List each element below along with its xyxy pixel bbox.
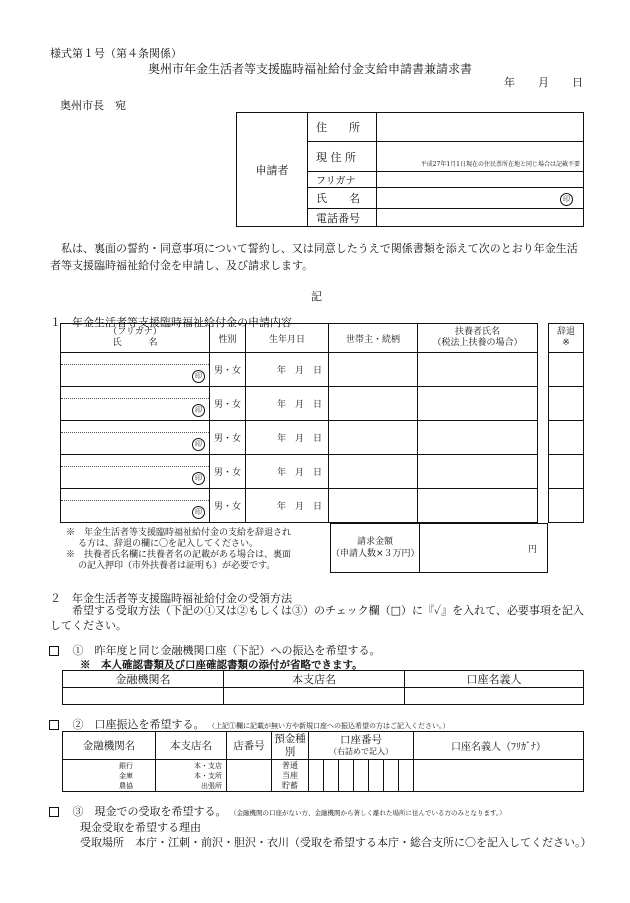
- phone-field[interactable]: [377, 209, 584, 227]
- note-decline-2: る方は、辞退の欄に〇を記入してください。: [78, 539, 259, 549]
- page-title: 奥州市年金生活者等支援臨時福祉給付金支給申請書兼請求書: [148, 62, 473, 76]
- birth-cell[interactable]: 年 月 日: [246, 455, 329, 489]
- seal-icon: 印: [192, 506, 205, 519]
- col-relation: 世帯主・続柄: [329, 324, 418, 353]
- applicant-row: [61, 421, 538, 455]
- sex-cell[interactable]: 男・女: [210, 387, 246, 421]
- supporter-cell[interactable]: [418, 455, 538, 489]
- branch-type-3: 出張所: [201, 781, 222, 790]
- sex-cell[interactable]: 男・女: [210, 353, 246, 387]
- ki-label: 記: [311, 290, 322, 303]
- account-digit[interactable]: [309, 760, 324, 792]
- account-digit[interactable]: [399, 760, 414, 792]
- addressee: 奥州市長 宛: [60, 99, 126, 112]
- applicant-table: [236, 112, 584, 227]
- opt1-bank-field[interactable]: [63, 688, 224, 705]
- applicant-name-cell[interactable]: [61, 421, 210, 455]
- birth-cell[interactable]: 年 月 日: [246, 387, 329, 421]
- option3-checkbox[interactable]: [49, 807, 59, 817]
- relation-cell[interactable]: [329, 421, 418, 455]
- relation-cell[interactable]: [329, 353, 418, 387]
- birth-cell[interactable]: 年 月 日: [246, 489, 329, 523]
- decline-cell[interactable]: [549, 455, 584, 489]
- decline-cell[interactable]: [549, 489, 584, 523]
- decline-cell[interactable]: [549, 421, 584, 455]
- opt2-bank-field[interactable]: [63, 760, 156, 792]
- applicant-name-cell[interactable]: [61, 387, 210, 421]
- branch-type-1: 本・支店: [194, 761, 222, 770]
- col-supporter-note: （税法上扶養の場合）: [432, 338, 523, 348]
- option2-checkbox[interactable]: [49, 720, 59, 730]
- section2-title: ２ 年金生活者等支援臨時福祉給付金の受領方法: [50, 592, 292, 605]
- decline-cell[interactable]: [549, 353, 584, 387]
- opt1-col-branch: 本支店名: [224, 671, 405, 688]
- address-field[interactable]: [377, 113, 584, 142]
- opt1-col-holder: 口座名義人: [405, 671, 584, 688]
- opt2-col-type: 預金種別: [272, 732, 309, 760]
- phone-label: 電話番号: [308, 209, 377, 227]
- applicant-row: [61, 387, 538, 421]
- col-birth: 生年月日: [246, 324, 329, 353]
- decline-cell[interactable]: [549, 387, 584, 421]
- opt2-col-holder: 口座名義人（ﾌﾘｶﾞﾅ）: [414, 732, 584, 760]
- option2-table: [62, 731, 584, 792]
- applicant-name-cell[interactable]: [61, 353, 210, 387]
- seal-icon: 印: [192, 370, 205, 383]
- col-decline-mark: ※: [562, 338, 570, 348]
- note-supporter-1: ※ 扶養者氏名欄に扶養者名の記載がある場合は、裏面: [66, 550, 292, 560]
- claim-table: [330, 523, 548, 573]
- col-sex: 性別: [210, 324, 246, 353]
- declaration-text: 私は、裏面の誓約・同意事項について誓約し、又は同意したうえで関係書類を添えて次のとおり年金生活者等支援臨時福祉給付金を申請し、及び請求します。: [50, 242, 578, 272]
- option2-label: ② 口座振込を希望する。: [72, 718, 205, 731]
- bank-type-kinko: 金庫: [119, 771, 133, 780]
- col-decline: 辞退: [556, 327, 575, 337]
- col-supporter: 扶養者氏名: [454, 327, 500, 337]
- claim-note: （申請人数×３万円）: [331, 549, 420, 559]
- note-supporter-2: の記入押印（市外扶養者は証明も）が必要です。: [78, 561, 276, 571]
- applicant-label: 申請者: [237, 113, 308, 227]
- applicants-table: [60, 323, 538, 523]
- option3-label: ③ 現金での受取を希望する。: [72, 805, 227, 818]
- furigana-label: フリガナ: [308, 172, 377, 188]
- opt2-col-bank: 金融機関名: [63, 732, 156, 760]
- option2-note: （上記①欄に記載が無い方や新規口座への振込希望の方はご記入ください。）: [208, 722, 450, 730]
- relation-cell[interactable]: [329, 387, 418, 421]
- supporter-cell[interactable]: [418, 387, 538, 421]
- relation-cell[interactable]: [329, 455, 418, 489]
- account-digit[interactable]: [324, 760, 339, 792]
- applicant-row: [61, 455, 538, 489]
- col-furigana: （フリガナ）: [108, 327, 162, 337]
- birth-cell[interactable]: 年 月 日: [246, 421, 329, 455]
- seal-icon: 印: [192, 404, 205, 417]
- opt1-branch-field[interactable]: [224, 688, 405, 705]
- col-name: 氏 名: [112, 338, 158, 348]
- opt1-holder-field[interactable]: [405, 688, 584, 705]
- current-address-label: 現 住 所: [308, 142, 377, 172]
- form-number: 様式第１号（第４条関係）: [50, 47, 182, 60]
- applicant-name-cell[interactable]: [61, 455, 210, 489]
- name-label: 氏 名: [308, 188, 377, 209]
- branch-type-2: 本・支所: [194, 771, 222, 780]
- deposit-type-futsu: 普通: [282, 760, 298, 770]
- claim-amount-field[interactable]: [420, 524, 548, 573]
- yen-label: 円: [527, 544, 537, 555]
- opt1-col-bank: 金融機関名: [63, 671, 224, 688]
- claim-label: 請求金額: [356, 537, 393, 547]
- opt2-store-field[interactable]: [227, 760, 272, 792]
- supporter-cell[interactable]: [418, 353, 538, 387]
- option3-note: （金融機関の口座がない方、金融機関から著しく離れた場所に住んでいる方のみとなります。）: [230, 809, 506, 817]
- date-month: 月: [538, 76, 549, 89]
- opt2-col-account-note: （右詰めで記入）: [329, 746, 393, 756]
- opt2-col-branch: 本支店名: [156, 732, 227, 760]
- seal-icon: 印: [560, 193, 573, 206]
- bank-type-bank: 銀行: [119, 761, 133, 770]
- option1-table: [62, 670, 584, 705]
- opt2-branch-field[interactable]: [156, 760, 227, 792]
- opt2-type-field[interactable]: [272, 760, 309, 792]
- account-digit[interactable]: [369, 760, 384, 792]
- deposit-type-chochiku: 貯蓄: [282, 780, 298, 790]
- date-day: 日: [572, 76, 583, 89]
- bank-type-nokyo: 農協: [119, 781, 133, 790]
- birth-cell[interactable]: 年 月 日: [246, 353, 329, 387]
- furigana-field[interactable]: [377, 172, 584, 188]
- option1-note: ※ 本人確認書類及び口座確認書類の添付が省略できます。: [80, 659, 363, 671]
- supporter-cell[interactable]: [418, 489, 538, 523]
- applicant-row: [61, 353, 538, 387]
- opt2-holder-field[interactable]: [414, 760, 584, 792]
- sex-cell[interactable]: 男・女: [210, 455, 246, 489]
- account-digit[interactable]: [384, 760, 399, 792]
- option3-reason: 現金受取を希望する理由: [80, 821, 201, 834]
- decline-table: [548, 323, 584, 523]
- supporter-cell[interactable]: [418, 421, 538, 455]
- seal-icon: 印: [192, 438, 205, 451]
- date-year: 年: [504, 76, 515, 89]
- opt2-col-account: 口座番号: [340, 733, 382, 746]
- relation-cell[interactable]: [329, 489, 418, 523]
- sex-cell[interactable]: 男・女: [210, 421, 246, 455]
- applicant-name-cell[interactable]: [61, 489, 210, 523]
- applicant-row: [61, 489, 538, 523]
- opt2-col-store: 店番号: [227, 732, 272, 760]
- seal-icon: 印: [192, 472, 205, 485]
- address-label: 住 所: [308, 113, 377, 142]
- sex-cell[interactable]: 男・女: [210, 489, 246, 523]
- section2-instruction: 希望する受取方法（下記の①又は②もしくは③）のチェック欄（□）に『✓』を入れて、必要事項を記入してください。: [50, 604, 584, 632]
- option1-checkbox[interactable]: [49, 646, 59, 656]
- current-address-note: 平成27年1月1日現在の住民票所在地と同じ場合は記載不要: [420, 161, 580, 168]
- account-digit[interactable]: [339, 760, 354, 792]
- option3-place: 受取場所 本庁・江刺・前沢・胆沢・衣川（受取を希望する本庁・総合支所に〇を記入してください。）: [80, 836, 592, 849]
- option1-label: ① 昨年度と同じ金融機関口座（下記）への振込を希望する。: [72, 644, 381, 657]
- section1-title: １ 年金生活者等支援臨時福祉給付金の申請内容: [50, 316, 292, 329]
- deposit-type-toza: 当座: [282, 770, 298, 780]
- note-decline-1: ※ 年金生活者等支援臨時福祉給付金の支給を辞退され: [66, 528, 292, 538]
- account-digit[interactable]: [354, 760, 369, 792]
